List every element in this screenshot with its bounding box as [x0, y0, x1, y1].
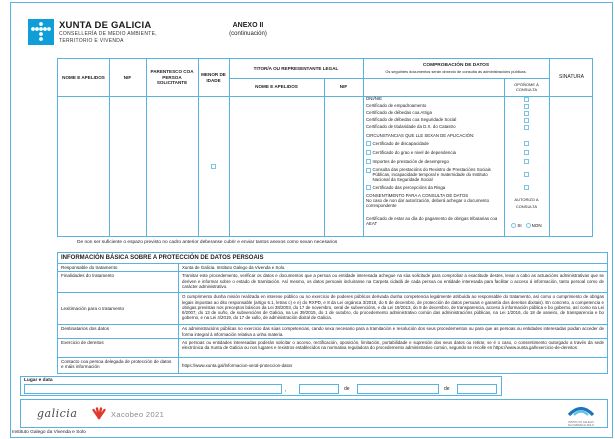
consent-text [363, 192, 504, 214]
annex-title: ANEXO II [232, 22, 264, 29]
col-header-signature: SINATURA [559, 73, 584, 80]
verification-row-seguridade [363, 117, 549, 124]
authorize-label-line2: CONSULTA [515, 204, 538, 209]
col-header-name: NOME E APELIDOS [62, 74, 105, 80]
privacy-row-dereitos [58, 338, 607, 357]
item-label: Certificado das percepcións da Risga [363, 185, 504, 190]
privacy-row-value: Xunta de Galicia. Instituto Galego da Vivenda e Solo. [182, 265, 286, 270]
bottom-caption: Instituto Galego da Vivenda e Solo [12, 430, 86, 435]
annex-subtitle: (continuación) [229, 31, 267, 37]
item-label: Certificado de débedas coa Seguridade Social [366, 117, 457, 122]
oppose-checkbox-inss[interactable] [524, 172, 529, 177]
privacy-row-label: Contacto coa persoa delegada de protección de datos e máis información [58, 358, 179, 373]
item-label: Consulta das prestacións do Rexistro de Prestacións Sociais Públicas, incapacidade temporal e maternidade do Instituto Nacional da Seguridade Social [363, 167, 504, 182]
oppose-checkbox-catastro[interactable] [524, 125, 529, 130]
de-separator-2: de [444, 386, 450, 392]
privacy-row-label: Destinatarios dos datos [58, 325, 179, 337]
applies-checkbox-discapacidade[interactable] [366, 141, 371, 146]
place-date-label: Lugar e data [24, 378, 53, 383]
authorize-no-radio[interactable] [526, 223, 542, 228]
applies-checkbox-inss[interactable] [366, 168, 371, 173]
privacy-row-responsable [58, 263, 607, 271]
verification-row-dni [363, 96, 549, 103]
item-label: Certificado do grao e nivel de dependencia [363, 150, 504, 155]
oppose-checkbox-padron[interactable] [524, 104, 529, 109]
authorize-label-line1: AUTORIZO A [514, 197, 539, 202]
col-header-minor: MENOR DE IDADE [201, 72, 226, 83]
item-label: Certificado de titularidade da D.X. do Catastro [366, 124, 456, 129]
applies-checkbox-desemprego[interactable] [366, 159, 371, 164]
oppose-checkbox-dependencia[interactable] [524, 150, 529, 155]
col-header-kinship: PARENTESCO COA PERSOA SOLICITANTE [150, 69, 194, 86]
applies-checkbox-risga[interactable] [366, 185, 371, 190]
circumstances-label: CIRCUNSTANCIAS QUE LLE SEXAN DE APLICACIÓN: [366, 132, 475, 138]
col-header-nif: NIF [123, 74, 132, 80]
privacy-row-value: As persoas ou entidades interesadas poderán solicitar o acceso, rectificación, oposición, limitación, portabilidade e supresión dos seus datos ou retirar, se é o caso, o consentimento outorgado a través da sede electrónica da Xunta de Galicia ou nos lugares e rexistros establecidos na normativa reguladora do procedemento administrativo común, segundo se recolle en https://www.xunta.gal/exercicio-de-dereitos [182, 339, 604, 351]
annex-note: De non ser suficiente o espazo previsto no cadro anterior deberanse cubrir e enviar tantos anexos como sexan necesarios [77, 240, 338, 245]
item-label: Certificado de débedas coa Atriga [366, 110, 432, 115]
org-dept-line1: CONSELLERÍA DE MEDIO AMBIENTE, [59, 31, 157, 37]
oppose-checkbox-seguridade[interactable] [524, 118, 529, 123]
verification-row-risga [363, 183, 549, 192]
consent-note: No caso de non dar autorización, deberá achegar o documento correspondente [366, 198, 490, 208]
beneficiaries-table [57, 58, 593, 237]
place-input[interactable] [24, 384, 282, 394]
minor-age-cell [198, 96, 229, 236]
applies-checkbox-dependencia[interactable] [366, 150, 371, 155]
consent-block [363, 192, 549, 214]
verification-row-desemprego [363, 157, 549, 166]
footer-logo-bar [20, 399, 608, 428]
authorize-yes-radio[interactable] [511, 223, 521, 228]
privacy-row-contacto [58, 357, 607, 373]
aeat-row [363, 214, 549, 236]
radio-no-label: NON [531, 222, 542, 228]
year-input[interactable] [457, 384, 497, 394]
item-label: Certificado de discapacidade [363, 141, 504, 146]
galicia-logo: galicia [37, 407, 78, 420]
privacy-row-lexitimacion [58, 292, 607, 324]
verification-list [363, 96, 549, 236]
verification-row-discapacidade [363, 139, 549, 148]
aeat-label: Certificado de estar ao día do pagamento de obrigas tributarias coa AEAT [366, 216, 498, 226]
xacobeo-shell-icon [91, 405, 107, 426]
col-header-verification [363, 59, 549, 78]
oppose-label-line1: OPÓÑOME Á [514, 81, 539, 87]
privacy-info-box [57, 252, 608, 374]
verification-title: COMPROBACIÓN DE DATOS [422, 62, 490, 68]
col-header-guardian-nif: NIF [339, 84, 348, 90]
verification-row-catastro [363, 124, 549, 131]
day-input[interactable] [299, 384, 339, 394]
verification-subtitle: Os seguintes documentos serán obxecto de consulta ás administracións públicas. [385, 69, 527, 74]
de-separator-1: de [344, 386, 350, 392]
col-header-guardian-name: NOME E APELIDOS [255, 84, 298, 90]
oppose-label-line2: CONSULTA [515, 87, 538, 92]
org-name: XUNTA DE GALICIA [59, 20, 152, 31]
radio-yes-label: SI [517, 222, 522, 228]
verification-row-dependencia [363, 148, 549, 157]
privacy-row-label: Responsable do tratamento [58, 264, 179, 271]
igvs-label-line1: INSTITUTO GALEGO [568, 421, 594, 424]
privacy-row-label: Lexitimación para o tratamento [58, 293, 179, 324]
radio-yes-icon[interactable] [511, 223, 516, 228]
consent-title: CONSENTIMENTO PARA A CONSULTA DE DATOS [366, 193, 469, 198]
privacy-row-value: Tramitar este procedemento, verificar os datos e documentos que a persoa ou entidade interesada achegue na súa solicitude para comprobar a exactitude destes, levar a cabo as actuacións administrativas que se deriven e informar sobre o estado de tramitación. Así mesmo, os datos persoais incluiranse na Carpeta cidadá de cada persoa ou entidade interesada para facilitar o acceso á información, tanto persoal como de carácter administrativo. [182, 273, 604, 289]
oppose-checkbox-dni[interactable] [524, 97, 529, 102]
igvs-logo [562, 403, 600, 427]
privacy-row-value: https://www.xunta.gal/informacion-xeral-proteccion-datos [182, 362, 293, 368]
oppose-checkbox-desemprego[interactable] [524, 159, 529, 164]
item-label: Importes de prestación de desemprego [363, 159, 504, 164]
privacy-title: INFORMACIÓN BÁSICA SOBRE A PROTECCIÓN DE DATOS PERSOAIS [61, 255, 264, 261]
verification-row-atriga [363, 110, 549, 117]
xacobeo-label: Xacobeo 2021 [111, 410, 165, 419]
oppose-checkbox-risga[interactable] [524, 185, 529, 190]
circumstances-header-row [363, 131, 549, 139]
month-input[interactable] [357, 384, 439, 394]
col-header-oppose [504, 78, 549, 96]
verification-row-inss [363, 166, 549, 183]
minor-age-checkbox[interactable] [211, 164, 216, 169]
privacy-row-value: O cumprimento dunha misión realizada en interese público ou no exercicio de poderes públicos derivada dunha competencia legalmente atribuída ao responsable do tratamento, así como o cumprimento de obrigas legais impostas ao dito responsable (artigo 6.1, letras c) e e) do RXPD, e 8 da Lei orgánica 3/2018, do 5 de decembro, de protección de datos persoais e garantía dos dereitos dixitais). En concreto, a competencia e obrigas previstas nos preceptos básicos da Lei 38/2003, do 17 de novembro, xeral de subvencións, e da Lei 19/2013, do 9 de decembro, de transparencia, acceso á información pública e bo goberno, así como na Lei 9/2007, do 13 de xuño, de subvencións de Galicia, na Lei 39/2015, do 1 de outubro, do procedemento administrativo común das administracións públicas, na Lei 1/2016, do 18 de xaneiro, de transparencia e bo goberno, e na Lei 4/2019, do 17 de xullo, de administración dixital de Galicia. [182, 294, 604, 321]
col-header-guardian: TITOR/A OU REPRESENTANTE LEGAL [253, 65, 339, 71]
privacy-row-finalidades [58, 271, 607, 292]
xunta-logo-icon [28, 19, 54, 50]
privacy-row-label: Exercicio de dereitos [58, 339, 179, 357]
oppose-checkbox-discapacidade[interactable] [524, 141, 529, 146]
verification-row-padron [363, 103, 549, 110]
radio-no-icon[interactable] [526, 223, 531, 228]
igvs-label-line2: DA VIVENDA E SOLO [568, 424, 594, 427]
privacy-row-label: Finalidades do tratamento [58, 272, 179, 292]
privacy-row-value: As administracións públicas no exercicio das súas competencias, cando sexa necesario para a tramitación e resolución dos seus procedementos ou para que as persoas ou entidades interesadas poidan acceder de forma integral á información relativa a unha materia. [182, 326, 604, 337]
item-label: Certificado de empadroamento [366, 103, 427, 108]
privacy-row-destinatarios [58, 324, 607, 337]
comma-separator: , [285, 387, 287, 393]
place-date-box [20, 376, 502, 396]
org-dept-line2: TERRITORIO E VIVENDA [59, 38, 124, 44]
oppose-checkbox-atriga[interactable] [524, 111, 529, 116]
item-label: DNI/NIE [366, 96, 383, 101]
